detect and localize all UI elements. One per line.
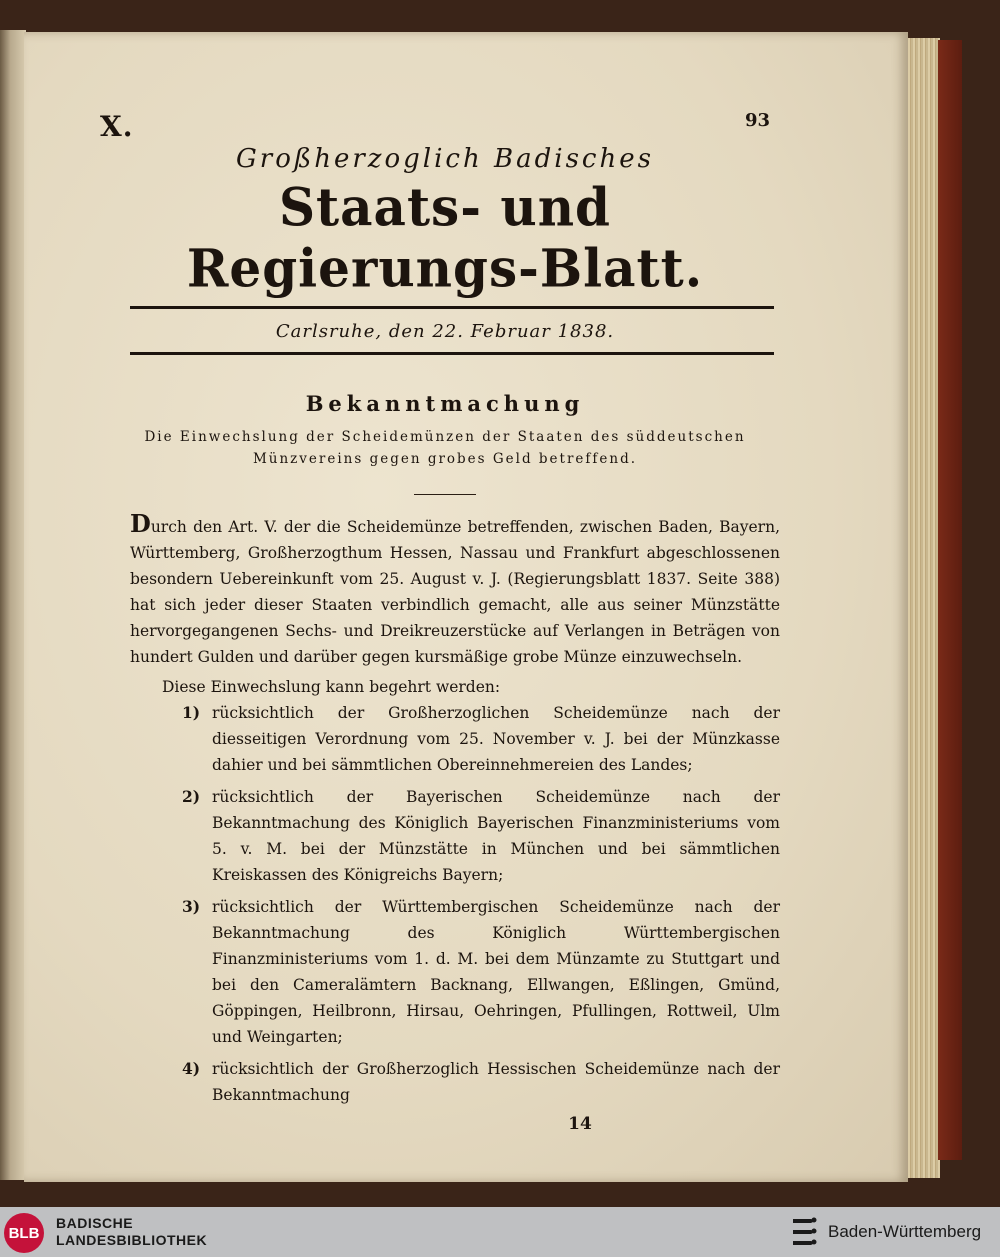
notice-subtitle-line1: Die Einwechslung der Scheidemünzen der Staaten des süddeutschen — [144, 429, 746, 445]
body-text: urch den Art. V. der die Scheidemünze betreffenden, zwischen Baden, Bayern, Württemberg, Großherzogthum Hessen, Nassau und Frankfurt abgeschlossenen besondern Uebereinkunft vom 25. August v. J. (Regierungsblatt 1837. Seite 388) hat sich jeder dieser Staaten verbindlich gemacht, alle aus seiner Münzstätte hervorgegangenen Sechs- und Dreikreuzerstücke auf Verlangen in Beträgen von hundert Gulden und darüber gegen kursmäßige grobe Münze einzuwechseln. — [130, 518, 780, 666]
list-item — [182, 894, 780, 1050]
page-stack-edge — [906, 38, 940, 1178]
page-content — [100, 110, 790, 1134]
blb-logo-text: BLB — [8, 1224, 40, 1242]
item-text: rücksichtlich der Großherzoglichen Scheidemünze nach der diesseitigen Verordnung vom 25. November v. J. bei der Münzkasse dahier und bei sämmtlichen Obereinnehmereien des Landes; — [212, 704, 780, 774]
body-paragraph — [130, 511, 780, 670]
blb-line2: LANDESBIBLIOTHEK — [56, 1232, 208, 1248]
item-number: 4) — [182, 1059, 201, 1078]
item-number: 1) — [182, 703, 201, 722]
item-text: rücksichtlich der Württembergischen Scheidemünze nach der Bekanntmachung des Königlich Württembergischen Finanzministeriums vom 1. d. M. bei dem Münzamte zu Stuttgart und bei den Cameralämtern Backnang, Ellwangen, Eßlingen, Gmünd, Göppingen, Heilbronn, Hirsau, Oehringen, Pfullingen, Rottweil, Ulm und Weingarten; — [212, 898, 780, 1046]
blb-name[interactable] — [56, 1215, 207, 1249]
notice-subtitle — [100, 426, 790, 470]
blb-logo[interactable] — [4, 1213, 44, 1253]
main-title: Staats- und Regierungs-Blatt. — [186, 176, 704, 299]
intro-line: Diese Einwechslung kann begehrt werden: — [162, 678, 501, 696]
item-text: rücksichtlich der Großherzoglich Hessischen Scheidemünze nach der Bekanntmachung — [212, 1060, 780, 1104]
page-number: 93 — [744, 110, 770, 131]
list-item — [182, 700, 780, 778]
bw-label[interactable]: Baden-Württemberg — [828, 1222, 982, 1241]
list-item — [182, 1056, 780, 1108]
blb-line1: BADISCHE — [56, 1215, 134, 1231]
rule-bottom — [130, 352, 774, 355]
footer-bar — [0, 1207, 1000, 1257]
left-page-edge — [0, 30, 26, 1180]
signature-mark: 14 — [568, 1114, 592, 1134]
item-number: 3) — [182, 897, 201, 916]
item-number: 2) — [182, 787, 201, 806]
supertitle: Großherzoglich Badisches — [236, 144, 654, 174]
page-header — [100, 110, 790, 158]
lions-coat-of-arms-icon — [790, 1215, 820, 1249]
notice-title: Bekanntmachung — [305, 391, 585, 416]
dateline: Carlsruhe, den 22. Februar 1838. — [275, 321, 615, 342]
divider — [414, 494, 476, 495]
book-cover-edge — [938, 40, 962, 1160]
dropcap: D — [130, 509, 151, 538]
notice-subtitle-line2: Münzvereins gegen grobes Geld betreffend. — [252, 451, 638, 467]
issue-number: X. — [100, 110, 134, 143]
document-page — [24, 32, 908, 1182]
item-text: rücksichtlich der Bayerischen Scheidemünze nach der Bekanntmachung des Königlich Bayerischen Finanzministeriums vom 5. v. M. bei der Münzstätte in München und bei sämmtlichen Kreiskassen des Königreichs Bayern; — [212, 788, 780, 884]
list-item — [182, 784, 780, 888]
